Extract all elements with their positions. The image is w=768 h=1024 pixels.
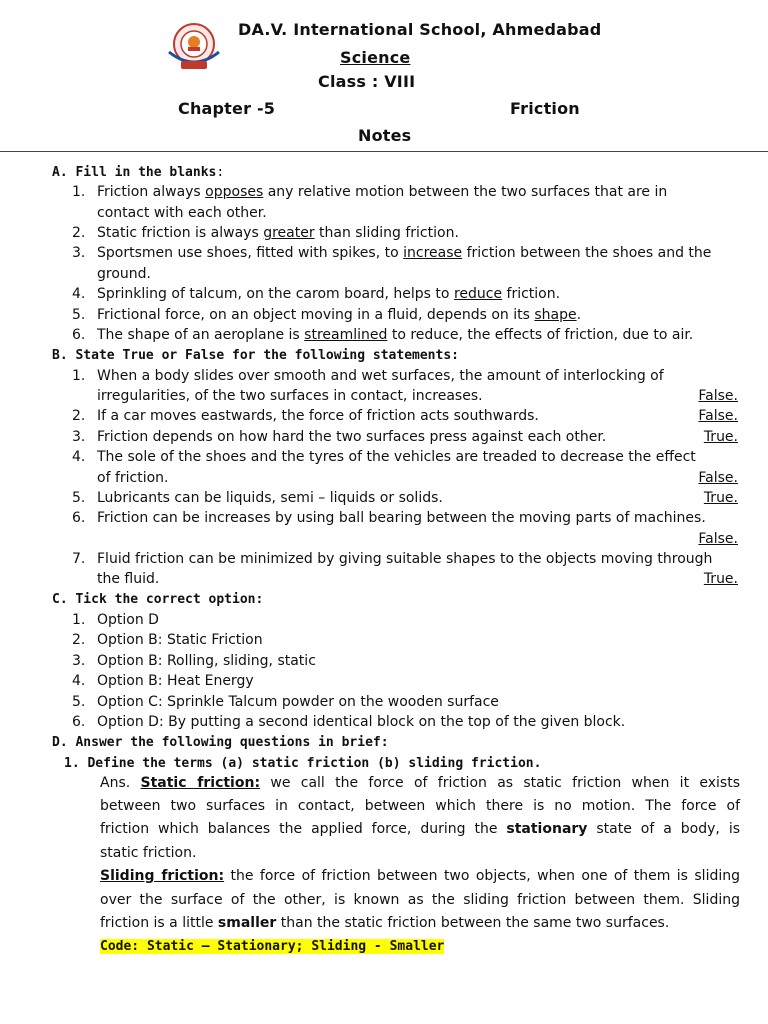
topic-label: Friction xyxy=(510,99,580,118)
answer: True. xyxy=(703,429,738,445)
statement: Friction can be increases by using ball bearing between the moving parts of machines. xyxy=(97,510,706,526)
static-friction-line: between two surfaces in contact, between which there is no motion. The force of xyxy=(100,798,740,814)
subject-title: Science xyxy=(340,48,411,67)
list-number: 1. xyxy=(72,184,86,200)
list-number: 6. xyxy=(72,327,86,343)
list-number: 5. xyxy=(72,490,86,506)
list-item: Static friction is always greater than sliding friction. xyxy=(97,225,459,241)
statement: The sole of the shoes and the tyres of the vehicles are treaded to decrease the effect xyxy=(97,449,696,465)
answer: False. xyxy=(698,470,738,486)
list-number: 3. xyxy=(72,653,86,669)
list-item-cont: ground. xyxy=(97,266,151,282)
list-number: 4. xyxy=(72,449,86,465)
option-answer: Option D xyxy=(97,612,159,628)
option-answer: Option D: By putting a second identical block on the top of the given block. xyxy=(97,714,626,730)
static-friction-line: static friction. xyxy=(100,845,197,861)
sliding-friction-line: friction is a little smaller than the static friction between the same two surfaces. xyxy=(100,915,670,931)
list-number: 1. xyxy=(72,612,86,628)
section-a-heading: A. Fill in the blanks: xyxy=(52,165,225,180)
list-item-cont: contact with each other. xyxy=(97,205,267,221)
sliding-friction-line: Sliding friction: the force of friction between two objects, when one of them is sliding xyxy=(100,868,741,884)
school-logo xyxy=(163,22,225,70)
answer: False. xyxy=(698,388,738,404)
school-name: DA.V. International School, Ahmedabad xyxy=(238,20,602,39)
section-d-heading: D. Answer the following questions in brief: xyxy=(52,735,389,750)
answer: False. xyxy=(698,531,738,547)
option-answer: Option B: Static Friction xyxy=(97,632,263,648)
list-number: 4. xyxy=(72,673,86,689)
option-answer: Option B: Rolling, sliding, static xyxy=(97,653,316,669)
code-highlight: Code: Static – Stationary; Sliding - Smaller xyxy=(100,939,445,954)
list-number: 6. xyxy=(72,510,86,526)
statement: Fluid friction can be minimized by giving suitable shapes to the objects moving through xyxy=(97,551,713,567)
list-number: 3. xyxy=(72,245,86,261)
answer: True. xyxy=(703,490,738,506)
class-label: Class : VIII xyxy=(318,72,416,91)
statement-cont: of friction. xyxy=(97,470,169,486)
static-friction-line: friction which balances the applied force, during the stationary state of a body, is xyxy=(100,821,740,837)
statement: Friction depends on how hard the two surfaces press against each other. xyxy=(97,429,607,445)
list-number: 6. xyxy=(72,714,86,730)
list-number: 2. xyxy=(72,408,86,424)
list-item: Friction always opposes any relative motion between the two surfaces that are in xyxy=(97,184,668,200)
statement: When a body slides over smooth and wet surfaces, the amount of interlocking of xyxy=(97,368,664,384)
sliding-friction-line: over the surface of the other, is known as the sliding friction between them. Sliding xyxy=(100,892,740,908)
list-item: Sprinkling of talcum, on the carom board, helps to reduce friction. xyxy=(97,286,561,302)
list-item: The shape of an aeroplane is streamlined to reduce, the effects of friction, due to air. xyxy=(97,327,694,343)
header-divider xyxy=(0,151,768,152)
option-answer: Option B: Heat Energy xyxy=(97,673,254,689)
statement-cont: irregularities, of the two surfaces in contact, increases. xyxy=(97,388,483,404)
list-number: 1. xyxy=(72,368,86,384)
answer: False. xyxy=(698,408,738,424)
list-number: 3. xyxy=(72,429,86,445)
statement: If a car moves eastwards, the force of friction acts southwards. xyxy=(97,408,539,424)
statement: Lubricants can be liquids, semi – liquids or solids. xyxy=(97,490,443,506)
list-number: 5. xyxy=(72,694,86,710)
option-answer: Option C: Sprinkle Talcum powder on the wooden surface xyxy=(97,694,499,710)
list-number: 2. xyxy=(72,632,86,648)
section-c-heading: C. Tick the correct option: xyxy=(52,592,264,607)
list-number: 7. xyxy=(72,551,86,567)
list-item: Frictional force, on an object moving in a fluid, depends on its shape. xyxy=(97,307,582,323)
notes-label: Notes xyxy=(358,126,412,145)
question-1: 1. Define the terms (a) static friction (b) sliding friction. xyxy=(64,756,542,771)
list-number: 2. xyxy=(72,225,86,241)
static-friction-line: Ans. Static friction: we call the force of friction as static friction when it exists xyxy=(100,775,740,791)
answer: True. xyxy=(703,571,738,587)
statement-cont: the fluid. xyxy=(97,571,160,587)
section-b-heading: B. State True or False for the following statements: xyxy=(52,348,459,363)
list-item: Sportsmen use shoes, fitted with spikes, to increase friction between the shoes and the xyxy=(97,245,712,261)
list-number: 4. xyxy=(72,286,86,302)
chapter-label: Chapter -5 xyxy=(178,99,276,118)
list-number: 5. xyxy=(72,307,86,323)
